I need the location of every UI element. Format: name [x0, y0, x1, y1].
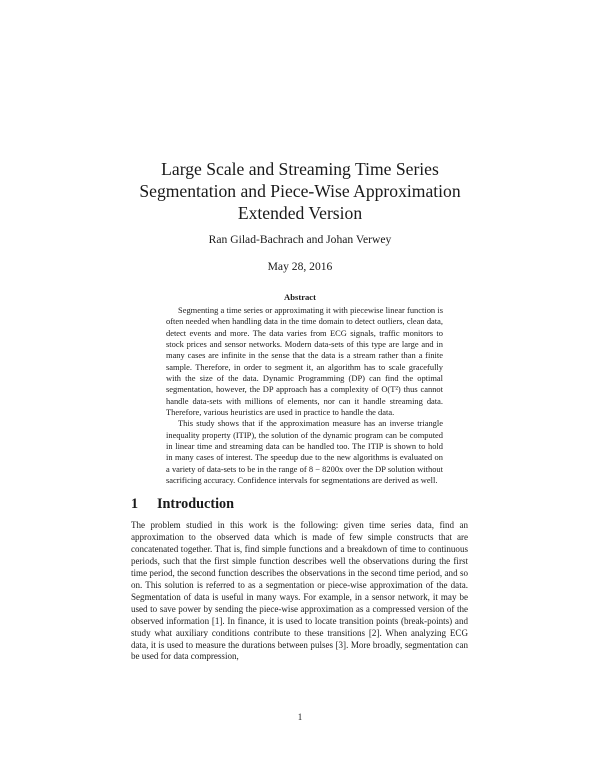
introduction-body [131, 520, 468, 663]
abstract-paragraph-1: Segmenting a time series or approximating it with piecewise linear function is often needed when handling data in the time domain to detect outliers, clean data, detect events and more. The data varies from ECG signals, traffic monitors to stock prices and sensor networks. Modern data-sets of this type are large and in many cases are infinite in the sense that the data is a stream rather than a finite sample. Therefore, in order to segment it, an algorithm has to scale gracefully with the size of the data. Dynamic Programming (DP) can find the optimal segmentation, however, the DP approach has a complexity of O(T²) thus cannot handle data-sets with millions of elements, nor can it handle streaming data. Therefore, various heuristics are used in practice to handle the data. [166, 305, 443, 418]
section-number: 1 [131, 496, 139, 512]
authors: Ran Gilad-Bachrach and Johan Verwey [208, 233, 392, 246]
title-line-2: Segmentation and Piece-Wise Approximation [139, 181, 461, 201]
abstract-paragraph-2: This study shows that if the approximation measure has an inverse triangle inequality property (ITIP), the solution of the dynamic program can be computed in linear time and streaming data can be handled too. The ITIP is shown to hold in many cases of interest. The speedup due to the new algorithms is evaluated on a variety of data-sets to be in the range of 8 − 8200x over the DP solution without sacrificing accuracy. Confidence intervals for segmentations are derived as well. [166, 418, 443, 486]
title-line-1: Large Scale and Streaming Time Series [161, 159, 439, 179]
section-heading [131, 495, 234, 513]
abstract-heading: Abstract [284, 292, 316, 302]
abstract-body [166, 305, 443, 487]
introduction-paragraph: The problem studied in this work is the following: given time series data, find an approximation to the observed data which is made of few simple constructs that are concatenated together. That is, find simple functions and a breakdown of time to continuous periods, such that the first simple function describes well the observations during the first time period, the second function describes the observations in the second time period, and so on. This solution is referred to as a segmentation or piece-wise approximation of the data. Segmentation of data is useful in many ways. For example, in a sensor network, it may be used to save power by sending the piece-wise approximation as a compressed version of the observed information [1]. In finance, it is used to locate transition points (break-points) and study what auxiliary conditions contribute to these transitions [2]. When analyzing ECG data, it is used to measure the durations between pulses [3]. More broadly, segmentation can be used for data compression, [131, 520, 468, 662]
paper-title [0, 158, 600, 224]
title-line-3: Extended Version [237, 203, 363, 223]
page-number: 1 [297, 712, 303, 722]
section-title: Introduction [157, 496, 234, 512]
publication-date: May 28, 2016 [267, 260, 333, 273]
